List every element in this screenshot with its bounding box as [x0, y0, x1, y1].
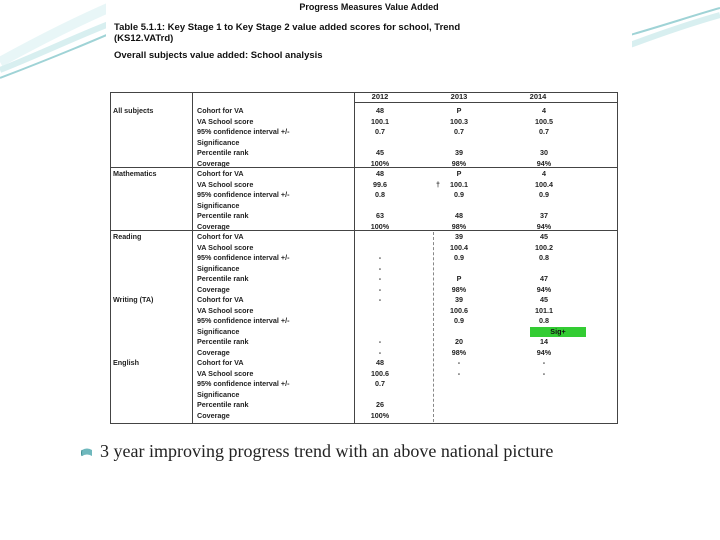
value-cell: 39	[455, 148, 463, 157]
value-cell: P	[456, 169, 462, 178]
value-cell: 0.8	[539, 253, 549, 262]
value-cell: 0.8	[539, 316, 549, 325]
value-cell: 100.3	[450, 116, 468, 126]
value-cell: 100.1	[371, 116, 389, 126]
measure-label: Percentile rank	[197, 337, 249, 346]
value-cell: 94%	[536, 347, 552, 357]
value-cell: 94%	[536, 284, 552, 294]
measure-label: Cohort for VA	[197, 106, 244, 115]
measure-label: Coverage	[197, 221, 230, 231]
value-cell: -	[378, 263, 382, 273]
table-title-line-1: Table 5.1.1: Key Stage 1 to Key Stage 2 value added scores for school, Trend	[114, 22, 461, 33]
value-cell: -	[378, 284, 382, 294]
measure-label: Percentile rank	[197, 148, 249, 157]
measure-label: VA School score	[197, 179, 254, 189]
value-cell: 100.4	[450, 242, 468, 252]
measure-label: Cohort for VA	[197, 232, 244, 241]
measure-label: VA School score	[197, 368, 254, 378]
value-cell: 0.8	[375, 190, 385, 199]
value-cell: 45	[540, 295, 548, 304]
value-cell: 48	[376, 169, 384, 178]
value-cell: 0.7	[454, 127, 464, 136]
value-cell: 100.4	[535, 179, 553, 189]
value-cell: 48	[376, 106, 384, 115]
measure-label: Coverage	[197, 284, 230, 294]
value-cell: 47	[540, 274, 548, 283]
measure-label: 95% confidence interval +/-	[197, 190, 290, 199]
measure-label: Significance	[197, 389, 240, 399]
dagger-marker: †	[436, 179, 440, 189]
subject-label: Reading	[113, 232, 142, 241]
year-header-2014: 2014	[529, 92, 547, 101]
value-cell: -	[542, 368, 546, 378]
value-cell: 48	[376, 358, 384, 367]
value-cell: 30	[540, 148, 548, 157]
measure-label: Significance	[197, 263, 240, 273]
value-cell: 98%	[451, 221, 467, 231]
value-cell: 0.7	[539, 127, 549, 136]
document-title: Progress Measures Value Added	[299, 2, 439, 12]
measure-label: Coverage	[197, 158, 230, 168]
value-cell: 98%	[451, 347, 467, 357]
value-cell: 98%	[451, 284, 467, 294]
value-cell: 100.2	[535, 242, 553, 252]
value-cell: 39	[455, 232, 463, 241]
measure-label: Coverage	[197, 347, 230, 357]
value-cell: -	[457, 368, 461, 378]
value-cell: 99.6	[373, 179, 387, 189]
value-cell: 100.6	[450, 305, 468, 315]
value-cell: P	[456, 274, 462, 283]
value-cell: 20	[455, 337, 463, 346]
measure-label: Cohort for VA	[197, 358, 244, 367]
value-cell: 101.1	[535, 305, 553, 315]
value-cell: 100.5	[535, 116, 553, 126]
value-cell: 100%	[370, 158, 390, 168]
measure-label: Percentile rank	[197, 274, 249, 283]
subject-label: Writing (TA)	[113, 295, 154, 304]
table-rule	[110, 167, 618, 168]
value-cell: 94%	[536, 221, 552, 231]
table-title	[114, 22, 460, 44]
measure-label: 95% confidence interval +/-	[197, 379, 290, 388]
value-cell: 39	[455, 295, 463, 304]
value-cell: 0.7	[375, 127, 385, 136]
measure-label: Significance	[197, 200, 240, 210]
measure-label: VA School score	[197, 305, 254, 315]
subject-label: English	[113, 358, 139, 367]
measure-label: Percentile rank	[197, 400, 249, 409]
measure-label: VA School score	[197, 116, 254, 126]
value-cell: 98%	[451, 158, 467, 168]
subject-label: All subjects	[113, 106, 154, 115]
bullet-text: 3 year improving progress trend with an above national picture	[100, 441, 554, 461]
value-cell: 94%	[536, 158, 552, 168]
value-cell: -	[378, 337, 382, 346]
value-cell: 0.9	[454, 316, 464, 325]
value-cell: 63	[376, 211, 384, 220]
measure-label: Cohort for VA	[197, 169, 244, 178]
subject-label: Mathematics	[113, 169, 157, 178]
value-cell: 14	[540, 337, 548, 346]
value-cell: 26	[376, 400, 384, 409]
value-cell: 0.7	[375, 379, 385, 388]
value-cell: 37	[540, 211, 548, 220]
value-cell: 100%	[370, 221, 390, 231]
measure-label: 95% confidence interval +/-	[197, 127, 290, 136]
value-cell: -	[378, 253, 382, 262]
measure-label: VA School score	[197, 242, 254, 252]
year-header-2013: 2013	[450, 92, 468, 101]
value-cell: 0.9	[539, 190, 549, 199]
value-cell: 0.9	[454, 253, 464, 262]
table-title-line-2: (KS12.VATrd)	[114, 33, 174, 44]
measure-label: 95% confidence interval +/-	[197, 316, 290, 325]
value-cell: 4	[542, 169, 546, 178]
table-rule	[110, 230, 618, 231]
value-cell: -	[542, 358, 546, 367]
table-subtitle: Overall subjects value added: School analysis	[114, 50, 323, 61]
value-cell: 100.1	[450, 179, 468, 189]
measure-label: Significance	[197, 137, 240, 147]
measure-label: Percentile rank	[197, 211, 249, 220]
value-cell: -	[457, 358, 461, 367]
value-cell: -	[378, 274, 382, 283]
value-cell: -	[378, 347, 382, 357]
measure-label: Cohort for VA	[197, 295, 244, 304]
year-header-2012: 2012	[371, 92, 389, 101]
scroll-bullet-icon	[80, 446, 94, 460]
value-cell: 45	[376, 148, 384, 157]
value-cell: 0.9	[454, 190, 464, 199]
measure-label: 95% confidence interval +/-	[197, 253, 290, 262]
value-cell: P	[456, 106, 462, 115]
table-rule	[192, 92, 193, 424]
value-cell: 100.6	[371, 368, 389, 378]
bullet-point	[80, 440, 700, 466]
measure-label: Coverage	[197, 410, 230, 420]
table-rule	[354, 102, 618, 103]
value-cell: -	[378, 295, 382, 304]
value-cell: 100%	[370, 410, 390, 420]
value-cell: Sig+	[530, 327, 586, 338]
measure-label: Significance	[197, 326, 240, 336]
value-cell: 45	[540, 232, 548, 241]
table-screenshot	[106, 0, 632, 430]
value-cell: 48	[455, 211, 463, 220]
value-cell: 4	[542, 106, 546, 115]
